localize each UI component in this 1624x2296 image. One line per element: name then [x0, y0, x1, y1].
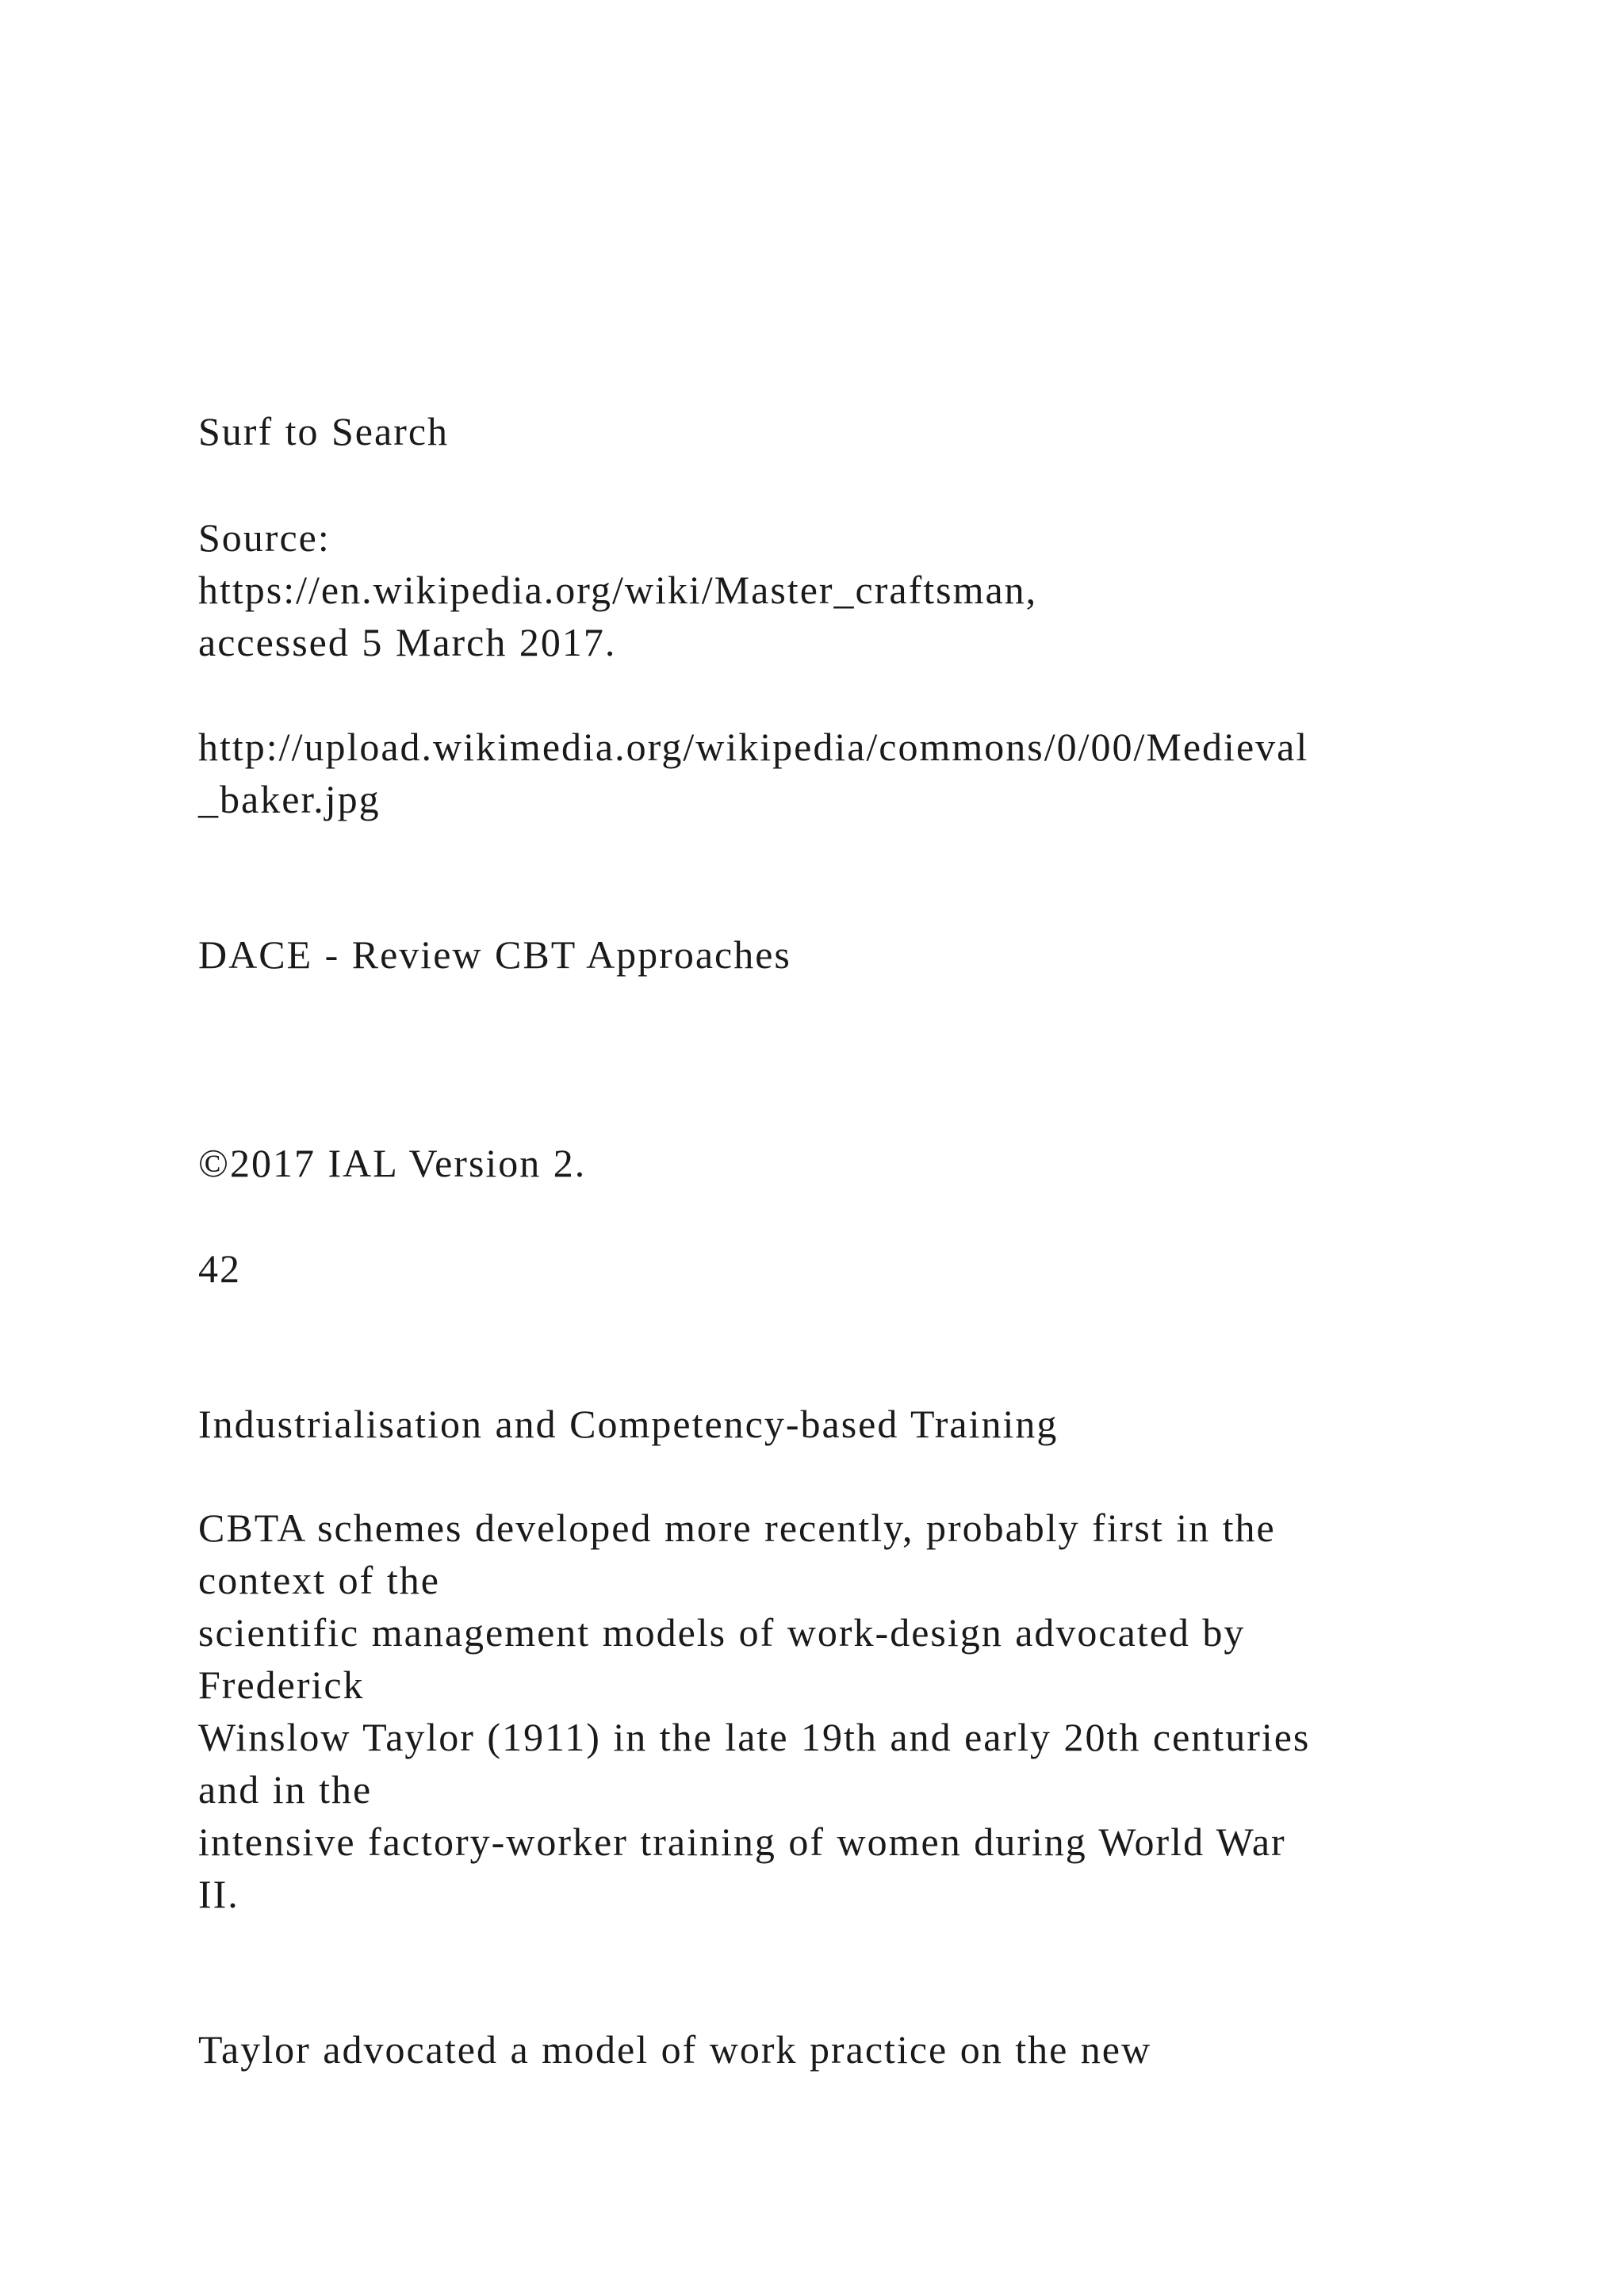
source-url: https://en.wikipedia.org/wiki/Master_craftsman, [198, 568, 1038, 612]
section-heading: Industrialisation and Competency-based Training [198, 1402, 1059, 1446]
paragraph-1-line: Winslow Taylor (1911) in the late 19th and early 20th centuries [198, 1715, 1311, 1759]
paragraph-1-line: Frederick [198, 1663, 365, 1707]
footer-title: DACE - Review CBT Approaches [198, 932, 791, 977]
image-url-line-2: _baker.jpg [198, 777, 381, 821]
source-label: Source: [198, 515, 331, 560]
paragraph-1-line: scientific management models of work-design advocated by [198, 1610, 1246, 1655]
image-url-line-1: http://upload.wikimedia.org/wikipedia/commons/0/00/Medieval [198, 725, 1309, 769]
paragraph-1-line: context of the [198, 1558, 440, 1602]
paragraph-1-line: CBTA schemes developed more recently, probably first in the [198, 1506, 1276, 1550]
page-number: 42 [198, 1246, 241, 1291]
accessed-date: accessed 5 March 2017. [198, 620, 617, 664]
paragraph-2-line: Taylor advocated a model of work practice on the new [198, 2027, 1152, 2072]
paragraph-1-line: and in the [198, 1767, 373, 1812]
paragraph-1-line: intensive factory-worker training of women during World War [198, 1820, 1286, 1864]
paragraph-1-line: II. [198, 1872, 239, 1916]
surf-to-search-heading: Surf to Search [198, 409, 450, 453]
copyright-notice: ©2017 IAL Version 2. [198, 1141, 587, 1185]
